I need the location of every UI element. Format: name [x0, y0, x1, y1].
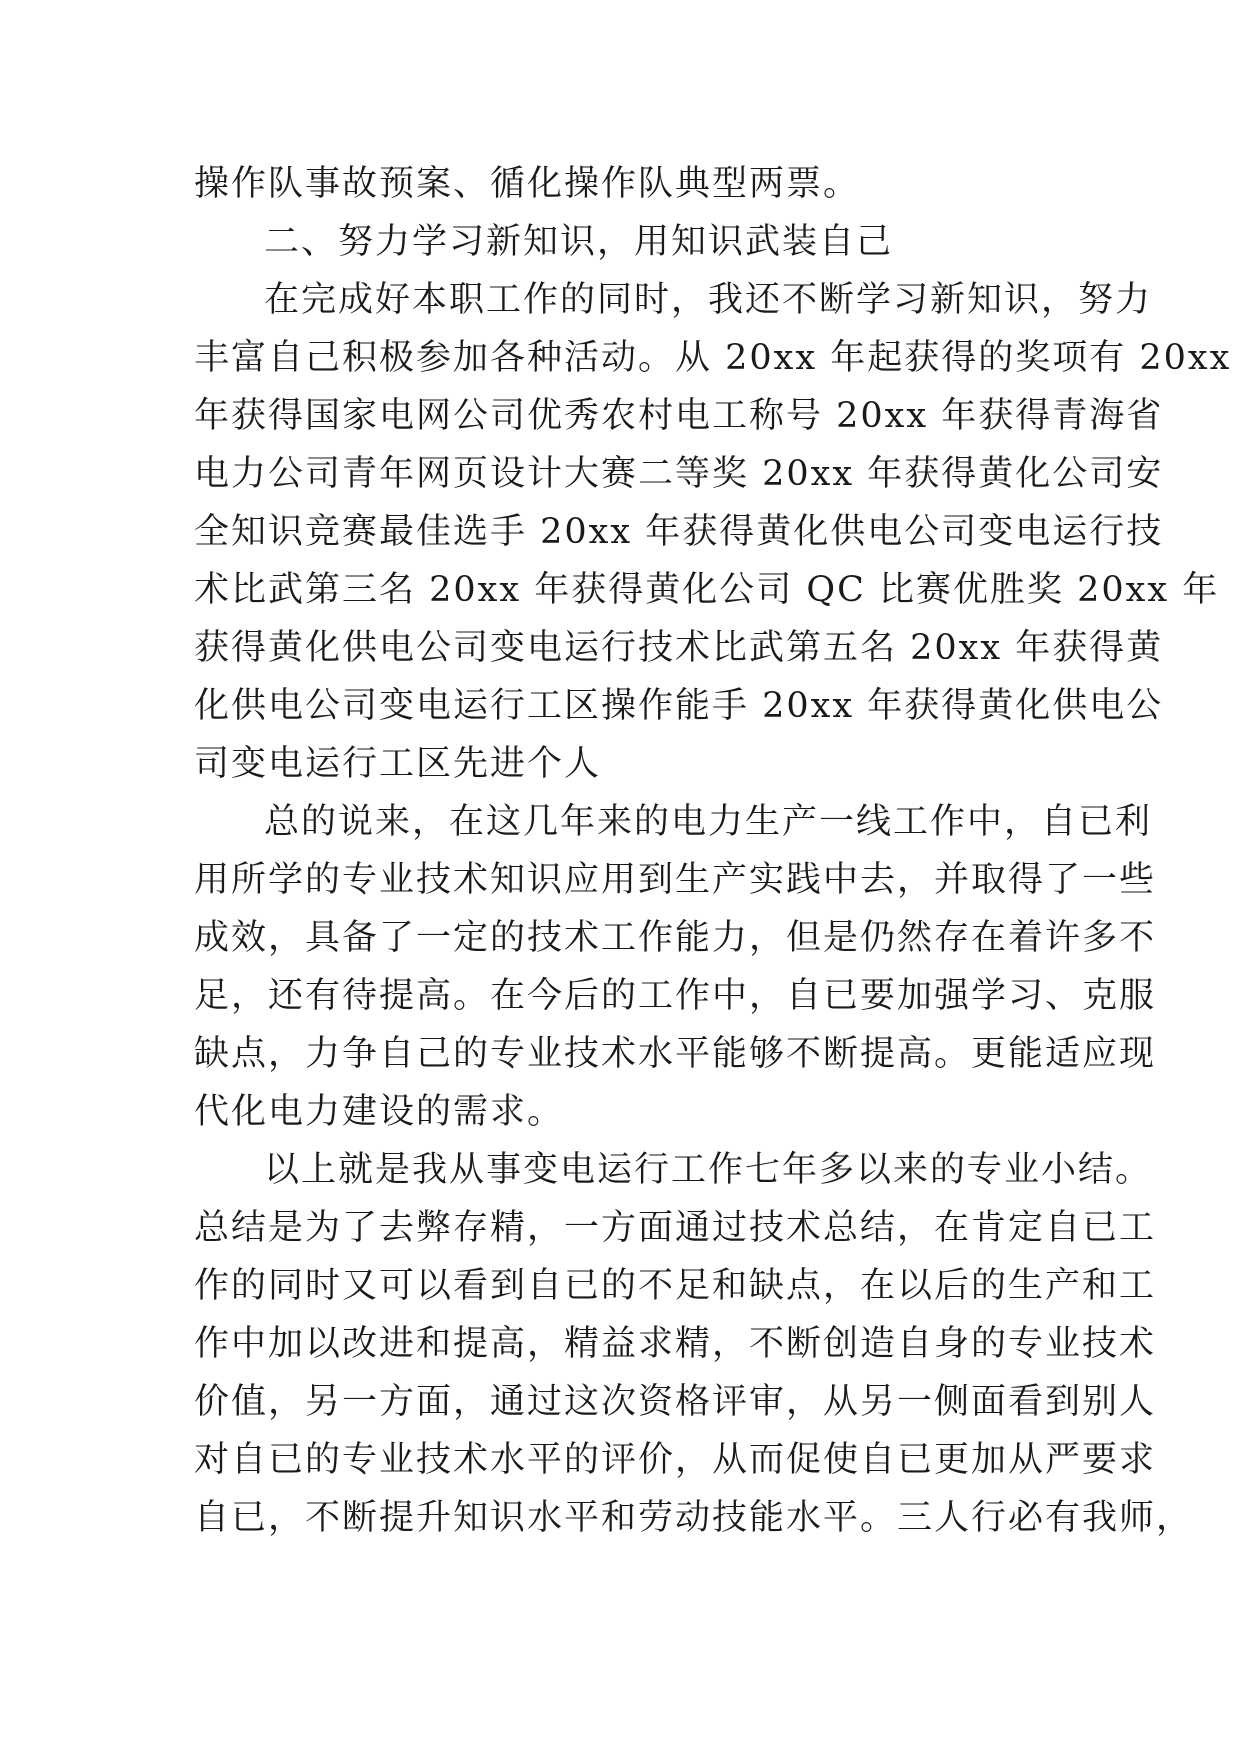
text-line: 电力公司青年网页设计大赛二等奖 20xx 年获得黄化公司安: [194, 454, 1164, 494]
text-line: 年获得国家电网公司优秀农村电工称号 20xx 年获得青海省: [194, 396, 1164, 436]
text-line: 全知识竞赛最佳选手 20xx 年获得黄化供电公司变电运行技: [194, 512, 1164, 552]
text-line: 缺点，力争自己的专业技术水平能够不断提高。更能适应现: [194, 1034, 1157, 1074]
text-line: 价值，另一方面，通过这次资格评审，从另一侧面看到别人: [194, 1382, 1157, 1422]
text-line: 术比武第三名 20xx 年获得黄化公司 QC 比赛优胜奖 20xx 年: [194, 570, 1220, 610]
text-line: 司变电运行工区先进个人: [194, 744, 602, 784]
text-line: 操作队事故预案、循化操作队典型两票。: [194, 164, 861, 204]
text-line: 作中加以改进和提高，精益求精，不断创造自身的专业技术: [194, 1324, 1157, 1364]
text-line: 获得黄化供电公司变电运行技术比武第五名 20xx 年获得黄: [194, 628, 1164, 668]
text-line: 总结是为了去弊存精，一方面通过技术总结，在肯定自已工: [194, 1208, 1157, 1248]
text-line: 成效，具备了一定的技术工作能力，但是仍然存在着许多不: [194, 918, 1157, 958]
text-line: 代化电力建设的需求。: [194, 1092, 565, 1132]
text-line: 在完成好本职工作的同时，我还不断学习新知识，努力: [264, 280, 1153, 320]
text-line: 化供电公司变电运行工区操作能手 20xx 年获得黄化供电公: [194, 686, 1164, 726]
text-line: 二、努力学习新知识，用知识武装自己: [264, 222, 894, 262]
text-line: 总的说来，在这几年来的电力生产一线工作中，自已利: [264, 802, 1153, 842]
document-body: [194, 155, 1232, 1547]
text-line: 足，还有待提高。在今后的工作中，自已要加强学习、克服: [194, 976, 1157, 1016]
text-line: 对自已的专业技术水平的评价，从而促使自已更加从严要求: [194, 1440, 1157, 1480]
text-line: 用所学的专业技术知识应用到生产实践中去，并取得了一些: [194, 860, 1157, 900]
text-line: 作的同时又可以看到自已的不足和缺点，在以后的生产和工: [194, 1266, 1157, 1306]
text-line: 自已，不断提升知识水平和劳动技能水平。三人行必有我师，: [194, 1498, 1194, 1538]
text-line: 以上就是我从事变电运行工作七年多以来的专业小结。: [264, 1150, 1153, 1190]
text-line: 丰富自己积极参加各种活动。从 20xx 年起获得的奖项有 20xx: [194, 338, 1232, 378]
